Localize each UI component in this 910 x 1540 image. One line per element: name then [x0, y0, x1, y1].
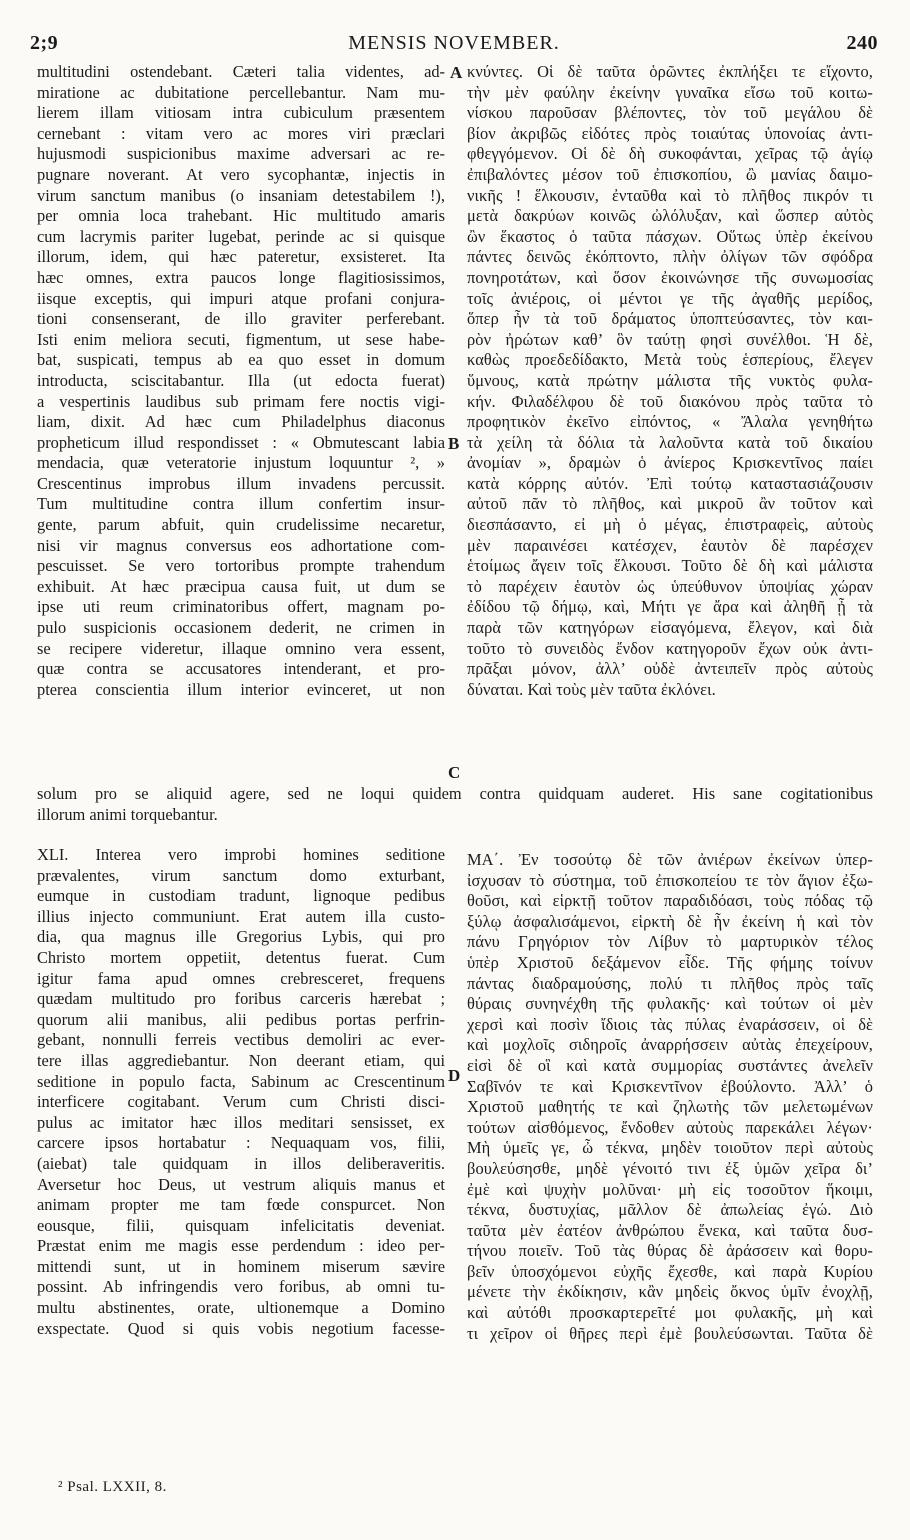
text-line: καὶ μοχλοῖς σιδηροῖς ἀναρρήσσειν αὐτὰς ἐπεχείρουν, [467, 1035, 873, 1055]
text-line: τὴν μὲν φαύλην ἐκείνην γυναῖκα εἴσω τοῦ κοιτω- [467, 82, 873, 102]
greek-column-upper [467, 62, 873, 700]
text-line: χερσὶ καὶ ποσὶν ἴδιοις τὰς πύλας ἐναράσσειν, οἱ δὲ [467, 1014, 873, 1034]
text-line: illorum animi torquebantur. [37, 804, 218, 824]
text-line: interficere cogitabant. Verum cum Christi disci- [37, 1092, 445, 1112]
text-line: θοῦσι, καὶ εἱρκτῇ τοῦτον παραδιδόασι, τοὺς πόδας τῷ [467, 891, 873, 911]
text-line: πάνυ Γρηγόριον τὸν Λίβυν τὸ μαρτυρικὸν τέλος [467, 932, 873, 952]
text-line: tere illas aggrediebantur. Non deerant etiam, qui [37, 1050, 445, 1070]
text-line: eousque, filii, quisquam infelicitatis deveniat. [37, 1215, 445, 1235]
text-line: μένετε τὴν ἐκδίκησιν, κἂν μηδεὶς ὄκνος ὑμῖν ἐνοχλῇ, [467, 1282, 873, 1302]
latin-column-upper [37, 62, 445, 700]
text-line: ταῦτα μὲν ἐατέον ἀνθρώπου ἕνεκα, καὶ ταῦτα δυσ- [467, 1220, 873, 1240]
text-line: gebant, nonnulli ferreis vectibus demoliri ac ever- [37, 1030, 445, 1050]
text-line: τέκνα, δυστυχίας, μᾶλλον δὲ ἀπωλείας ἐγώ. Διὸ [467, 1200, 873, 1220]
text-line: μὲν παραινέσει κατέσχεν, ἑαυτὸν δὲ παρέσχεν [467, 535, 873, 555]
text-line: tioni consenserant, de illo graviter perferebant. [37, 309, 445, 329]
text-line: introducta, sciscitabantur. Illa (ut edocta fuerat) [37, 370, 445, 390]
margin-marker-d: D [448, 1066, 461, 1085]
text-line: ΜΑ΄. Ἐν τοσούτῳ δὲ τῶν ἀνιέρων ἐκείνων ὑπερ- [467, 850, 873, 869]
margin-marker-b: B [448, 434, 460, 453]
text-line: per omnia loca trahebant. Hic multitudo amaris [37, 206, 445, 226]
text-line: Σαβῖνόν τε καὶ Κρισκεντῖνον ἐβούλοντο. Ἀλλ’ ὁ [467, 1076, 873, 1096]
text-line: εἰσὶ δὲ οἳ καὶ κατὰ συμμορίας συστάντες ἀνελεῖν [467, 1055, 873, 1075]
text-line: Præstat enim me magis esse perdendum : ideo per- [37, 1236, 445, 1256]
text-line: gente, parum abfuit, quin crudelissime necaretur, [37, 515, 445, 535]
page-header [30, 28, 878, 58]
text-line: τι χεῖρον οἱ θῆρες περὶ ἐμὲ βουλεύσωνται. Ταῦτα δὲ [467, 1323, 873, 1343]
text-line: τούτων αἰσθόμενος, ἔνδοθεν αὐτοὺς παρεκάλει λέγων· [467, 1117, 873, 1137]
text-line: νίσκου παροῦσαν βλέποντες, τὸν τοῦ μεγάλου δὲ [467, 103, 873, 123]
text-line: κήν. Φιλαδέλφου δὲ τοῦ διακόνου πρὸς ταῦτα τὸ [467, 391, 873, 411]
text-line: ἑτοίμως ἄγειν τοῖς ἕλκουσι. Τοῦτο δὲ δὴ καὶ μάλιστα [467, 556, 873, 576]
text-line: θύραις συνηνέχθη τῆς φυλακῆς· καὶ τούτων οἱ μὲν [467, 994, 873, 1014]
text-line: διεσπάσαντο, εἰ μὴ ὁ μέγας, ἐπιστραφεὶς, αὐτοὺς [467, 515, 873, 535]
text-line: mittendi sunt, ut in hominem miserum sævire [37, 1256, 445, 1276]
text-line: φθεγγόμενον. Οἱ δὲ δὴ συκοφάνται, χεῖρας τῷ ἁγίῳ [467, 144, 873, 164]
text-line: multitudini ostendebant. Cæteri talia videntes, ad- [37, 62, 445, 81]
text-line: exspectate. Quod si quis vobis negotium facesse- [37, 1318, 445, 1338]
text-line: cernebant : vitam vero ac mores viri præclari [37, 123, 445, 143]
text-line: ἐμὲ καὶ ψυχὴν μολῦναι· μὴ εἰς τοσοῦτον ἥκοιμι, [467, 1179, 873, 1199]
text-line: cum lacrymis pariter lugebat, perinde ac si quisque [37, 226, 445, 246]
text-line: seditione in populo facta, Sabinum ac Crescentinum [37, 1071, 445, 1091]
latin-full-width-continuation [37, 784, 873, 825]
text-line: hæc omnes, extra paucos longe flagitiosissimos, [37, 267, 445, 287]
text-line: animam propter me tam fœde conspurcet. Non [37, 1195, 445, 1215]
text-line: propheticum illud respondisset : « Obmutescant labia [37, 432, 445, 452]
text-line: XLI. Interea vero improbi homines seditione [37, 845, 445, 864]
text-line: Aversetur hoc Deus, ut vestrum aliquis manus et [37, 1174, 445, 1194]
text-line: mendacia, quæ veteratorie injustum loquuntur ², » [37, 453, 445, 473]
text-line: virum sanctum manibus (o insaniam detestabilem !), [37, 185, 445, 205]
text-line: τοῖς ἀνιέροις, οἱ μέντοι γε τῆς ἀγαθῆς μερίδος, [467, 288, 873, 308]
text-line: κνύντες. Οἱ δὲ ταῦτα ὁρῶντες ἐκπλήξει τε εἴχοντο, [467, 62, 873, 81]
latin-column-lower [37, 845, 445, 1339]
text-line: illorum, idem, qui hæc pateretur, exsisteret. Ita [37, 247, 445, 267]
text-line: nisi vir magnus conversus eos adhortatione com- [37, 535, 445, 555]
text-line: παρὰ τῶν κατηγόρων εἰσαγόμενα, ἔλεγον, καὶ διὰ [467, 618, 873, 638]
text-line: ἰσχυσαν τὸ σύστημα, τοῦ ἐπισκοπείου τε τὸν ἅγιον ἐξω- [467, 870, 873, 890]
text-line: βεῖν ὑποσχόμενοι εὐχῆς ἔχεσθε, καὶ παρὰ Κυρίου [467, 1261, 873, 1281]
text-line: δύναται. Καὶ τοὺς μὲν ταῦτα ἐκλόνει. [467, 679, 716, 699]
text-line: νικῆς ! ἕλκουσιν, ἐνταῦθα καὶ τὸ πλῆθος πικρόν τι [467, 185, 873, 205]
text-line: liam, dixit. Ad hæc cum Philadelphus diaconus [37, 412, 445, 432]
text-line: Christo mortem oppetiit, detentus fuerat. Cum [37, 947, 445, 967]
text-line: τὰ χείλη τὰ δόλια τὰ λαλοῦντα κατὰ τοῦ δικαίου [467, 432, 873, 452]
text-line: possint. Ab infringendis vero foribus, ab omni tu- [37, 1277, 445, 1297]
text-line: κατὰ κόρρης αὐτόν. Ἐπὶ τούτῳ καταστασιάζουσιν [467, 473, 873, 493]
text-line: a vespertinis laudibus sub primam fere noctis vigi- [37, 391, 445, 411]
text-line: ὕμνους, κατὰ πρώτην μάλιστα τῆς νυκτὸς φυλα- [467, 370, 873, 390]
text-line: eumque in custodiam tradunt, lignoque pedibus [37, 886, 445, 906]
text-line: πάντες δεινῶς ἐκόπτοντο, πλὴν ὀλίγων τῶν σφόδρα [467, 247, 873, 267]
text-line: Χριστοῦ μαθητής τε καὶ ζηλωτὴς τῶν μελετωμένων [467, 1097, 873, 1117]
text-line: pugnare noverant. At vero sycophantæ, injectis in [37, 164, 445, 184]
text-line: καὶ αὐτόθι προσκαρτερεῖτέ μοι φυλακῆς, μὴ καὶ [467, 1303, 873, 1323]
text-line: prævalentes, virum sanctum domo exturbant, [37, 865, 445, 885]
text-line: solum pro se aliquid agere, sed ne loqui quidem contra quidquam auderet. His sane cogitationibus [37, 784, 873, 803]
text-line: iisque exceptis, qui impuri atque profani conjura- [37, 288, 445, 308]
text-line: multu abstinentes, orate, ultionemque a Domino [37, 1298, 445, 1318]
text-line: πάντας διαδραμούσης, πολύ τι πλῆθος πρὸς ταῖς [467, 973, 873, 993]
text-line: Isti enim meliora secuti, figmentum, ut sese habe- [37, 329, 445, 349]
text-line: ἐδίδου τῷ δήμῳ, καὶ, Μήτι γε ἄρα καὶ ἀληθῆ ᾖ τὰ [467, 597, 873, 617]
text-line: βίον ἀκριβῶς εἰδότες πρὸς τοιαύτας ὑπονοίας ἀντι- [467, 123, 873, 143]
text-line: ipse uti reum criminatoribus offert, magnam po- [37, 597, 445, 617]
text-line: dia, qua magnus ille Gregorius Lybis, qui pro [37, 927, 445, 947]
text-line: miratione ac dubitatione percellebantur. Nam mu- [37, 82, 445, 102]
text-line: πονηροτάτων, καὶ ὅσον ἐκοινώνησε τῆς συνωμοσίας [467, 267, 873, 287]
text-line: ρὸν ἠρώτων καθ’ ὃν ταύτῃ φησὶ συνέλθοι. Ἡ δὲ, [467, 329, 873, 349]
text-line: carcere ipsos hortabatur : Nequaquam vos, filii, [37, 1133, 445, 1153]
text-line: ὢν ἕκαστος ὁ ταῦτα πάσχων. Οὕτως ὑπὲρ ἐκείνου [467, 226, 873, 246]
text-line: ἀνομίαν », δραμὼν ὁ ἀνίερος Κρισκεντῖνος παίει [467, 453, 873, 473]
margin-marker-c: C [448, 763, 461, 782]
text-line: igitur fama apud omnes crebresceret, frequens [37, 968, 445, 988]
text-line: τοῦτο τὸ συνειδὸς ἔνδον κατηγοροῦν ἔχων οὐκ ἀντι- [467, 638, 873, 658]
text-line: Tum multitudine contra illum confertim insur- [37, 494, 445, 514]
text-line: ἐπιβαλόντες μέσον τοῦ ἐπισκοπίου, ὢ μανίας δαιμο- [467, 164, 873, 184]
text-line: quorum alii manibus, alii pedibus portas perfrin- [37, 1009, 445, 1029]
text-line: pterea conscientia illum interior evinceret, ut non [37, 679, 445, 699]
footnote: ² Psal. LXXII, 8. [58, 1479, 167, 1495]
text-line: (aiebat) tale quidquam in illos deliberaveritis. [37, 1153, 445, 1173]
text-line: καθὼς προεδεδίδακτο, Μετὰ τοὺς ἑσπερίους, ἔλεγεν [467, 350, 873, 370]
text-line: pescuisset. Se vero tortoribus prompte trahendum [37, 556, 445, 576]
text-line: βουλεύσησθε, μηδὲ γένοιτό τινι ἐξ ὑμῶν χεῖρα δι’ [467, 1158, 873, 1178]
text-line: se recipere videretur, illaque omnino vera essent, [37, 638, 445, 658]
text-line: lierem illam vitiosam intra cubiculum præsentem [37, 103, 445, 123]
text-line: ξύλῳ ἀσφαλισάμενοι, εἱρκτὴ δὲ ἦν ἐκείνη ἡ καὶ τὸν [467, 911, 873, 931]
text-line: προφητικὸν ἐκεῖνο εἰπόντος, « Ἄλαλα γενηθήτω [467, 412, 873, 432]
text-line: pulo suspicionis occasionem dederit, ne crimen in [37, 618, 445, 638]
text-line: πρᾶξαι μόνον, ἀλλ’ οὐδὲ ἀντειπεῖν πρὸς αὐτοὺς [467, 659, 873, 679]
page-number-left: 2;9 [30, 32, 59, 54]
text-line: αὐτοῦ πᾶν τὸ πλῆθος, καὶ μικροῦ ἂν τοῦτον καὶ [467, 494, 873, 514]
margin-marker-a: A [450, 63, 463, 82]
text-line: Crescentinus improbus illum invadens percussit. [37, 473, 445, 493]
text-line: τήνου ποιεῖν. Τοῦ τὰς θύρας δὲ ἀράσσειν καὶ θορυ- [467, 1241, 873, 1261]
text-line: bat, suspicati, tempus ab ea quo esset in domum [37, 350, 445, 370]
text-line: exhibuit. At hæc præcipua causa fuit, ut dum se [37, 576, 445, 596]
text-line: μετὰ δακρύων κοινῶς ὠλόλυξαν, καὶ ὥσπερ αὐτὸς [467, 206, 873, 226]
text-line: ὑπὲρ Χριστοῦ δεξάμενον εἶδε. Τῆς φήμης τοίνυν [467, 952, 873, 972]
text-line: quædam multitudo pro foribus carceris hærebat ; [37, 989, 445, 1009]
text-line: pulus ac imitator hæc illos meditari sensisset, ex [37, 1112, 445, 1132]
text-line: τὸ παρέχειν ἑαυτὸν ὡς ὑπεύθυνον ὑποψίας χώραν [467, 576, 873, 596]
running-title: MENSIS NOVEMBER. [348, 32, 560, 54]
greek-column-lower [467, 850, 873, 1344]
text-line: Μὴ ὑμεῖς γε, ὦ τέκνα, μηδὲν τοιοῦτον περὶ αὐτοὺς [467, 1138, 873, 1158]
text-line: illius injecto communiunt. Erat autem illa custo- [37, 906, 445, 926]
text-line: ὅπερ ἦν τὰ τοῦ δράματος ὑποπτεύσαντες, τὸν και- [467, 309, 873, 329]
page-number-right: 240 [846, 32, 878, 54]
text-line: hujusmodi suspicionibus maxime adversari ac re- [37, 144, 445, 164]
text-line: quæ contra se accusatores intenderant, et pro- [37, 659, 445, 679]
